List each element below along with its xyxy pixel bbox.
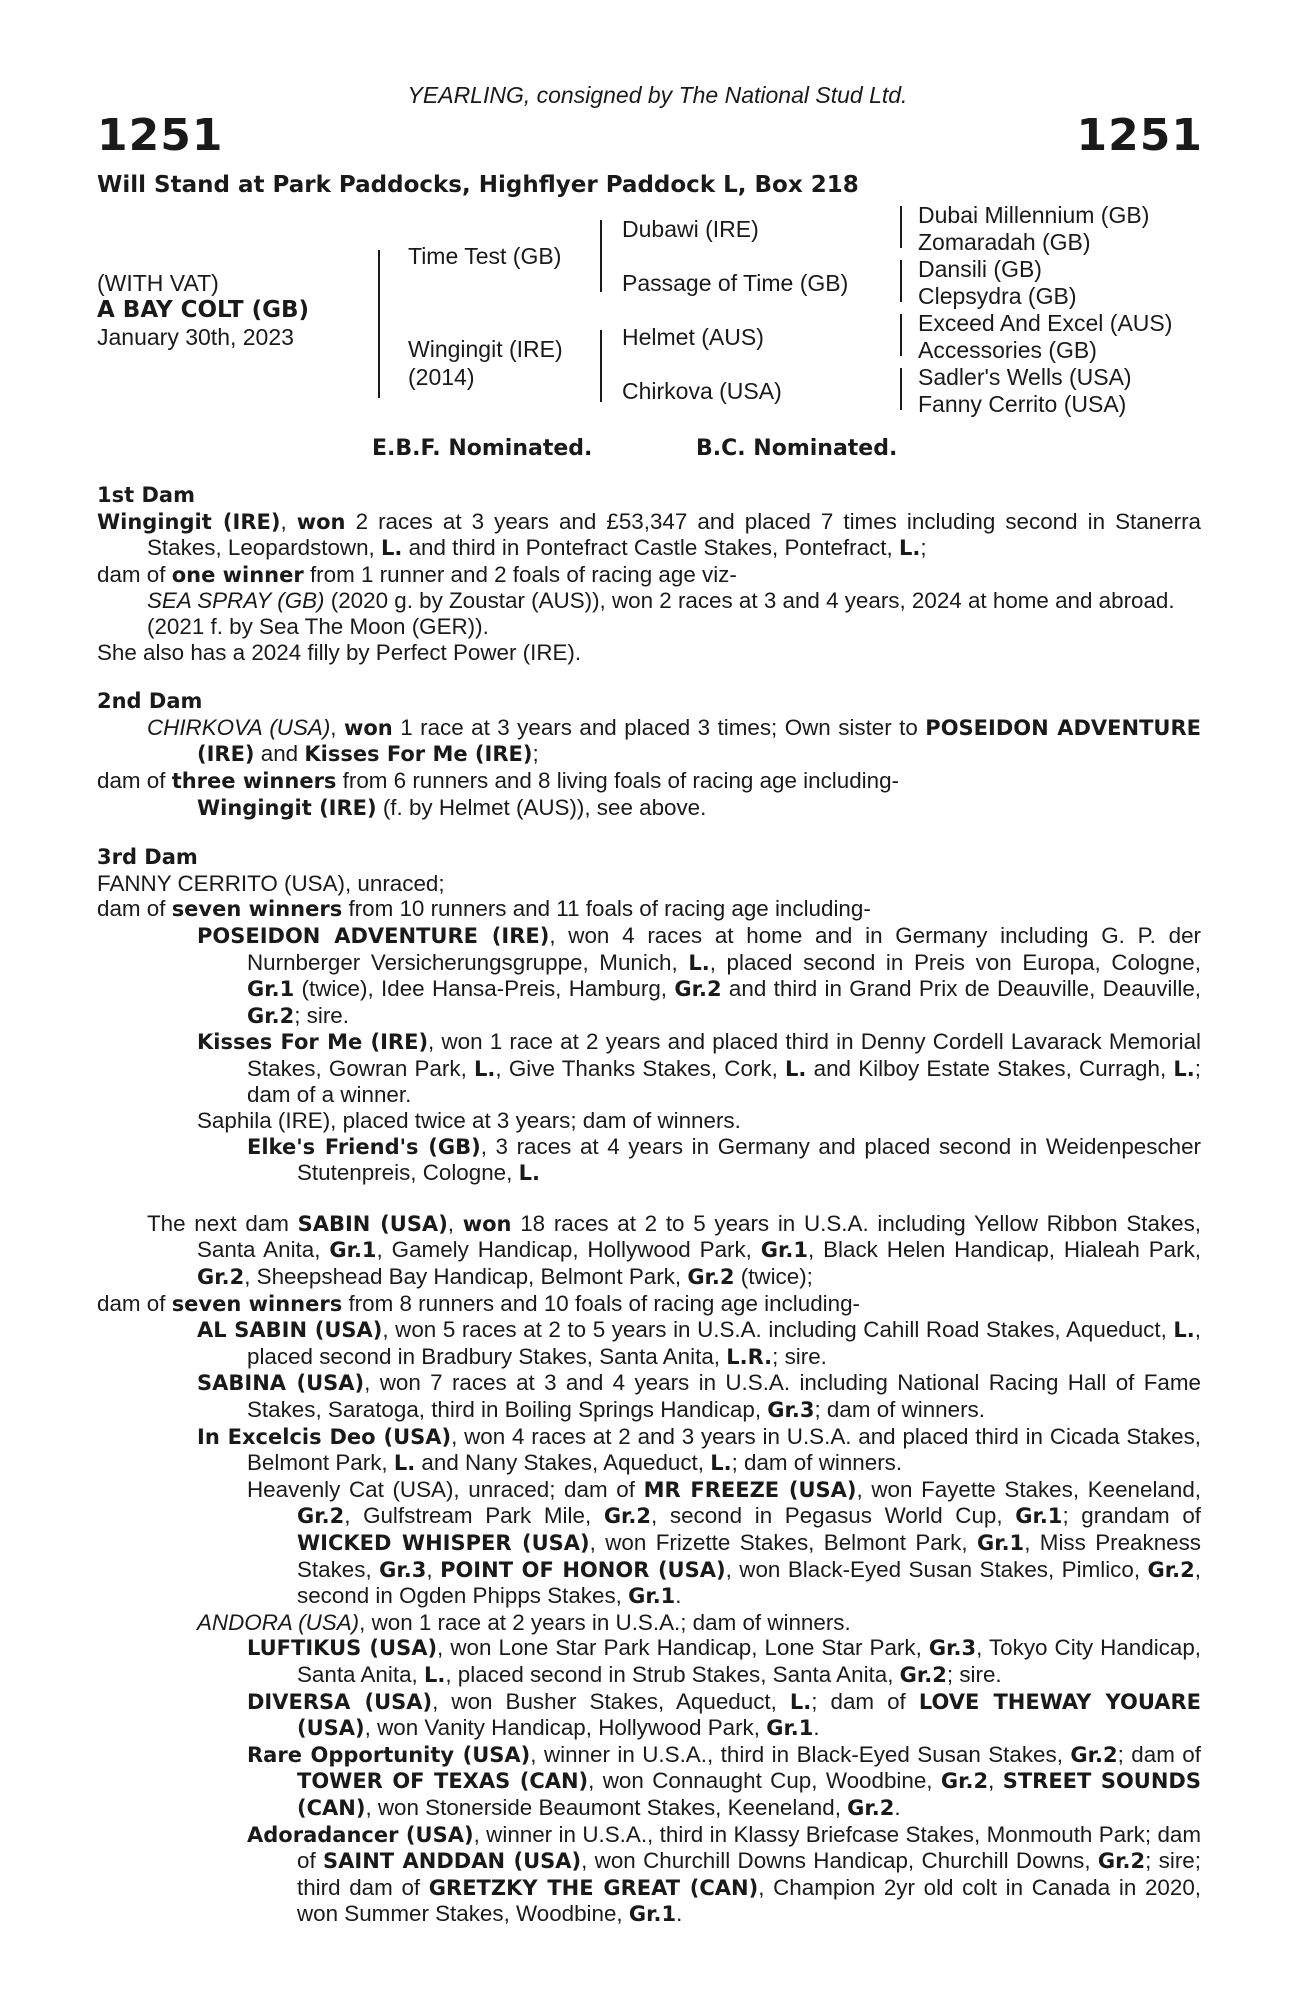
- text-run: , Miss Preakness Stakes,: [297, 1529, 1201, 1582]
- record-line: [97, 562, 1201, 589]
- bold-text: Gr.1: [766, 1716, 814, 1741]
- text-run: ,: [447, 1210, 463, 1236]
- bold-text: L.: [393, 1451, 416, 1476]
- bold-text: L.: [789, 1689, 812, 1714]
- bold-text: L.: [785, 1056, 807, 1081]
- text-run: ,: [280, 508, 297, 534]
- text-run: (2021 f. by Sea The Moon (GER)).: [147, 613, 489, 639]
- text-run: (twice);: [734, 1264, 813, 1290]
- bold-text: Gr.2: [687, 1265, 735, 1290]
- record-line: [97, 1134, 1201, 1187]
- text-run: ; dam of winners.: [731, 1450, 903, 1476]
- bold-text: Gr.2: [674, 977, 722, 1002]
- bold-text: Gr.2: [847, 1795, 895, 1820]
- bold-text: won: [343, 715, 393, 740]
- bold-text: Gr.1: [628, 1902, 677, 1927]
- bold-text: Gr.1: [1015, 1504, 1063, 1529]
- text-run: .: [675, 1583, 682, 1609]
- gen3-name: Accessories (GB): [918, 337, 1097, 363]
- italic-text: CHIRKOVA (USA): [147, 714, 331, 740]
- text-run: and Kilboy Estate Stakes, Curragh,: [806, 1055, 1174, 1081]
- bold-text: LUFTIKUS (USA): [247, 1636, 438, 1661]
- pedigree-section: [97, 689, 1201, 821]
- text-run: ; dam of a winner.: [247, 1055, 1201, 1108]
- text-run: , won Black-Eyed Susan Stakes, Pimlico,: [725, 1556, 1148, 1582]
- section-heading: 3rd Dam: [97, 845, 198, 870]
- text-run: ,: [988, 1768, 1003, 1794]
- record-line: [97, 923, 1201, 1029]
- record-line: [97, 768, 1201, 795]
- text-run: ; sire.: [772, 1343, 827, 1369]
- record-line: [97, 795, 1201, 822]
- text-run: , Give Thanks Stakes, Cork,: [495, 1055, 786, 1081]
- bold-text: Gr.1: [760, 1238, 808, 1263]
- dam-year: (2014): [408, 364, 475, 390]
- bold-text: one winner: [171, 562, 304, 587]
- text-run: , won Lone Star Park Handicap, Lone Star Park,: [437, 1635, 929, 1661]
- bold-text: L.: [1173, 1318, 1195, 1343]
- text-run: , won 4 races at home and in Germany including G. P. der Nurnberger Versicherungsgruppe, Munich,: [247, 922, 1202, 975]
- bold-text: In Excelcis Deo (USA): [197, 1424, 452, 1449]
- text-run: (f. by Helmet (AUS)), see above.: [376, 794, 707, 820]
- text-run: ,: [426, 1556, 441, 1582]
- text-run: The next dam: [147, 1210, 298, 1236]
- text-run: , Gamely Handicap, Hollywood Park,: [376, 1237, 761, 1263]
- bold-text: SAINT ANDDAN (USA): [323, 1849, 582, 1874]
- text-run: , winner in U.S.A., third in Klassy Briefcase Stakes, Monmouth Park; dam of: [297, 1821, 1201, 1874]
- bold-text: Gr.1: [247, 977, 295, 1002]
- text-run: 1 race at 3 years and placed 3 times; Own sister to: [392, 714, 926, 740]
- bold-text: DIVERSA (USA): [247, 1689, 433, 1714]
- text-run: and third in Pontefract Castle Stakes, Pontefract,: [402, 535, 899, 561]
- text-run: .: [813, 1715, 820, 1741]
- bold-text: Gr.1: [628, 1584, 676, 1609]
- bold-text: L.: [474, 1056, 496, 1081]
- gen3-name: Sadler's Wells (USA): [918, 364, 1132, 390]
- text-run: (2020 g. by Zoustar (AUS)), won 2 races at 3 and 4 years, 2024 at home and abroad.: [324, 588, 1175, 614]
- bold-text: SABINA (USA): [197, 1371, 365, 1396]
- bold-text: Elke's Friend's (GB): [247, 1134, 481, 1159]
- pedigree-brace-g3-4: [900, 368, 902, 410]
- bold-text: won: [296, 509, 346, 534]
- bold-text: Gr.1: [976, 1530, 1025, 1555]
- text-run: , second in Pegasus World Cup,: [651, 1503, 1016, 1529]
- text-run: 18 races at 2 to 5 years in U.S.A. including Yellow Ribbon Stakes, Santa Anita,: [197, 1210, 1202, 1263]
- bold-text: Wingingit (IRE): [197, 795, 377, 820]
- text-run: , placed second in Preis von Europa, Cologne,: [709, 949, 1201, 975]
- record-line: [97, 1370, 1201, 1423]
- section-heading: 2nd Dam: [97, 689, 203, 714]
- text-run: ,: [330, 714, 344, 740]
- text-run: ;: [920, 535, 927, 561]
- record-line: [97, 1742, 1201, 1822]
- bold-text: L.: [518, 1161, 540, 1186]
- consignment-line: YEARLING, consigned by The National Stud Ltd.: [407, 82, 908, 108]
- bold-text: L.: [1173, 1056, 1195, 1081]
- bold-text: Gr.1: [329, 1238, 377, 1263]
- bold-text: Gr.2: [247, 1003, 295, 1028]
- sire-dam: Passage of Time (GB): [622, 270, 849, 296]
- record-line: [97, 715, 1201, 768]
- bold-text: SABIN (USA): [297, 1211, 448, 1236]
- record-line: [97, 1635, 1201, 1688]
- text-run: from 8 runners and 10 foals of racing age including-: [342, 1290, 861, 1316]
- text-run: ; dam of: [1117, 1741, 1201, 1767]
- gen3-name: Zomaradah (GB): [918, 229, 1091, 255]
- gen3-name: Dansili (GB): [918, 256, 1042, 282]
- record-line: [97, 640, 1201, 666]
- bold-text: Kisses For Me (IRE): [197, 1030, 429, 1055]
- bold-text: L.: [688, 950, 710, 975]
- record-line: [97, 871, 1201, 897]
- bold-text: seven winners: [171, 1291, 343, 1316]
- bold-text: Gr.2: [1070, 1742, 1118, 1767]
- italic-text: ANDORA (USA): [197, 1609, 360, 1635]
- record-line: [97, 1477, 1201, 1610]
- bold-text: POSEIDON ADVENTURE (IRE): [197, 715, 1201, 767]
- ebf-nomination: E.B.F. Nominated.: [372, 436, 593, 461]
- text-run: , Tokyo City Handicap, Santa Anita,: [297, 1635, 1202, 1687]
- horse-name: A BAY COLT (GB): [97, 297, 310, 323]
- text-run: ; dam of: [811, 1688, 919, 1714]
- record-line: [97, 1610, 1201, 1636]
- text-run: ; sire; third dam of: [297, 1848, 1201, 1900]
- bold-text: Gr.3: [767, 1398, 815, 1422]
- text-run: , second in Ogden Phipps Stakes,: [297, 1556, 1201, 1609]
- bold-text: AL SABIN (USA): [197, 1318, 383, 1343]
- sire-name: Time Test (GB): [408, 243, 562, 269]
- record-line: [97, 509, 1201, 562]
- bold-text: Gr.2: [940, 1769, 989, 1794]
- text-run: , won Stonerside Beaumont Stakes, Keeneland,: [365, 1794, 848, 1820]
- bold-text: Kisses For Me (IRE): [304, 742, 533, 767]
- record-line: [97, 1689, 1201, 1742]
- text-run: , placed second in Bradbury Stakes, Santa Anita,: [247, 1317, 1201, 1369]
- text-run: , won 4 races at 2 and 3 years in U.S.A. and placed third in Cicada Stakes, Belmont Park,: [247, 1423, 1201, 1476]
- text-run: , won Vanity Handicap, Hollywood Park,: [364, 1715, 767, 1741]
- record-line: [97, 1108, 1201, 1134]
- text-run: , won 1 race at 2 years and placed third in Denny Cordell Lavarack Memorial Stakes, Gowran Park,: [247, 1029, 1201, 1081]
- text-run: She also has a 2024 filly by Perfect Power (IRE).: [97, 639, 582, 665]
- bc-nomination: B.C. Nominated.: [696, 436, 898, 461]
- lot-number-left: 1251: [97, 110, 224, 161]
- gen3-name: Clepsydra (GB): [918, 283, 1077, 309]
- text-run: dam of: [97, 1290, 172, 1316]
- bold-text: GRETZKY THE GREAT (CAN): [428, 1875, 759, 1900]
- bold-text: L.: [710, 1451, 732, 1476]
- record-line: [97, 1029, 1201, 1108]
- bold-text: LOVE THEWAY YOUARE (USA): [297, 1689, 1201, 1741]
- text-run: dam of: [97, 896, 172, 922]
- bold-text: L.: [898, 536, 921, 561]
- record-line: [97, 1317, 1201, 1370]
- pedigree-brace-1: [378, 250, 380, 398]
- bold-text: Gr.2: [197, 1265, 245, 1290]
- text-run: ; sire.: [946, 1661, 1002, 1687]
- bold-text: three winners: [171, 768, 337, 793]
- pedigree-brace-dam: [600, 330, 602, 402]
- text-run: , won 5 races at 2 to 5 years in U.S.A. including Cahill Road Stakes, Aqueduct,: [382, 1317, 1174, 1343]
- record-line: [97, 1822, 1201, 1928]
- bold-text: seven winners: [171, 897, 343, 922]
- text-run: , Gulfstream Park Mile,: [344, 1503, 604, 1529]
- pedigree-brace-g3-3: [900, 314, 902, 356]
- record-line: [97, 588, 1201, 614]
- text-run: , won Frizette Stakes, Belmont Park,: [589, 1529, 977, 1555]
- text-run: , placed second in Strub Stakes, Santa Anita,: [445, 1661, 900, 1687]
- text-run: dam of: [97, 767, 172, 793]
- bold-text: POINT OF HONOR (USA): [440, 1557, 726, 1582]
- sire-sire: Dubawi (IRE): [622, 216, 759, 242]
- bold-text: L.: [423, 1662, 446, 1687]
- text-run: ;: [532, 741, 539, 767]
- text-run: , won Connaught Cup, Woodbine,: [588, 1768, 941, 1794]
- bold-text: Rare Opportunity (USA): [247, 1742, 531, 1767]
- gen3-name: Fanny Cerrito (USA): [918, 391, 1127, 417]
- text-run: Heavenly Cat (USA), unraced; dam of: [247, 1476, 644, 1502]
- text-run: dam of: [97, 561, 172, 587]
- bold-text: Gr.3: [928, 1636, 977, 1661]
- dam-name: Wingingit (IRE): [408, 336, 563, 362]
- bold-text: STREET SOUNDS (CAN): [297, 1769, 1201, 1820]
- text-run: , Black Helen Handicap, Hialeah Park,: [808, 1237, 1201, 1263]
- italic-text: SEA SPRAY (GB): [147, 588, 325, 614]
- bold-text: L.: [381, 536, 403, 561]
- record-line: [97, 614, 1201, 640]
- text-run: from 6 runners and 8 living foals of racing age including-: [336, 767, 900, 793]
- bold-text: Gr.2: [603, 1504, 652, 1529]
- text-run: , Champion 2yr old colt in Canada in 2020, won Summer Stakes, Woodbine,: [297, 1874, 1201, 1927]
- bold-text: won: [462, 1211, 512, 1236]
- foaling-date: January 30th, 2023: [97, 324, 294, 350]
- bold-text: TOWER OF TEXAS (CAN): [297, 1769, 589, 1794]
- bold-text: Gr.3: [379, 1557, 427, 1582]
- text-run: 2 races at 3 years and £53,347 and placed 7 times including second in Stanerra Stakes, Leopardstown,: [147, 508, 1201, 561]
- text-run: Saphila (IRE), placed twice at 3 years; dam of winners.: [197, 1108, 741, 1134]
- vat-note: (WITH VAT): [97, 270, 219, 296]
- bold-text: Gr.2: [297, 1504, 345, 1529]
- text-run: , 3 races at 4 years in Germany and placed second in Weidenpescher Stutenpreis, Cologne,: [297, 1133, 1201, 1186]
- text-run: , Sheepshead Bay Handicap, Belmont Park,: [244, 1264, 688, 1290]
- text-run: , won Busher Stakes, Aqueduct,: [432, 1688, 790, 1714]
- dam-sire: Helmet (AUS): [622, 324, 764, 350]
- produce-record: [97, 483, 1201, 1952]
- pedigree-brace-g3-2: [900, 260, 902, 302]
- text-run: from 10 runners and 11 foals of racing age including-: [342, 896, 871, 922]
- text-run: (twice), Idee Hansa-Preis, Hamburg,: [294, 976, 675, 1002]
- bold-text: Gr.2: [1097, 1849, 1146, 1874]
- lot-number-right: 1251: [1076, 110, 1203, 161]
- bold-text: L.R.: [726, 1344, 773, 1369]
- gen3-name: Dubai Millennium (GB): [918, 202, 1150, 228]
- record-line: [97, 1211, 1201, 1291]
- bold-text: Adoradancer (USA): [247, 1822, 474, 1847]
- section-heading: 1st Dam: [97, 483, 195, 507]
- pedigree-brace-sire: [600, 220, 602, 292]
- record-line: [97, 1291, 1201, 1318]
- record-line: [97, 1424, 1201, 1477]
- pedigree-section: [97, 845, 1201, 1187]
- bold-text: WICKED WHISPER (USA): [297, 1530, 590, 1555]
- bold-text: Wingingit (IRE): [97, 509, 281, 534]
- text-run: ; sire.: [294, 1002, 349, 1028]
- gen3-name: Exceed And Excel (AUS): [918, 310, 1173, 336]
- bold-text: Gr.2: [899, 1662, 947, 1687]
- pedigree-brace-g3-1: [900, 206, 902, 248]
- text-run: and third in Grand Prix de Deauville, Deauville,: [721, 976, 1201, 1002]
- text-run: from 1 runner and 2 foals of racing age viz-: [303, 561, 737, 587]
- pedigree-section: [97, 483, 1201, 665]
- text-run: .: [894, 1794, 901, 1820]
- text-run: , won Fayette Stakes, Keeneland,: [856, 1476, 1201, 1502]
- bold-text: POSEIDON ADVENTURE (IRE): [197, 923, 550, 948]
- text-run: and: [254, 741, 305, 767]
- bold-text: Gr.2: [1147, 1557, 1195, 1582]
- text-run: , won Churchill Downs Handicap, Churchill Downs,: [581, 1848, 1098, 1874]
- text-run: FANNY CERRITO (USA), unraced;: [97, 870, 445, 896]
- record-line: [97, 896, 1201, 923]
- text-run: , won 7 races at 3 and 4 years in U.S.A. including National Racing Hall of Fame Stakes, Saratoga, third in Boiling Springs Handicap,: [247, 1370, 1201, 1422]
- dam-dam: Chirkova (USA): [622, 378, 782, 404]
- text-run: ; grandam of: [1062, 1503, 1201, 1529]
- text-run: , won 1 race at 2 years in U.S.A.; dam of winners.: [359, 1609, 851, 1635]
- stabling-location: Will Stand at Park Paddocks, Highflyer Paddock L, Box 218: [97, 172, 859, 198]
- text-run: and Nany Stakes, Aqueduct,: [415, 1450, 711, 1476]
- pedigree-section: [97, 1211, 1201, 1928]
- bold-text: MR FREEZE (USA): [643, 1477, 857, 1502]
- text-run: ; dam of winners.: [814, 1397, 985, 1422]
- text-run: .: [676, 1901, 683, 1927]
- text-run: , winner in U.S.A., third in Black-Eyed Susan Stakes,: [530, 1741, 1071, 1767]
